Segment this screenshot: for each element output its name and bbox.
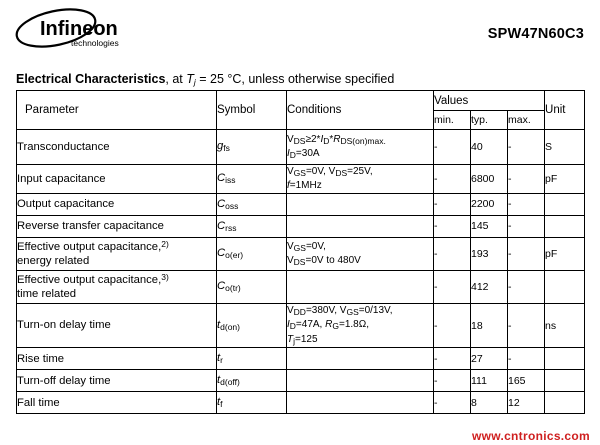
symbol-subscript: oss [225, 200, 239, 211]
col-header-min: min. [434, 111, 471, 130]
cell-conditions [287, 303, 434, 347]
cell-conditions [287, 348, 434, 370]
cell-conditions [287, 370, 434, 392]
cell-value-typ: 412 [471, 270, 508, 303]
symbol-subscript: iss [225, 175, 236, 186]
condition-fragment: ≥2* [305, 133, 321, 145]
cell-value-typ: 6800 [471, 165, 508, 194]
cell-symbol [217, 303, 287, 347]
cell-conditions [287, 270, 434, 303]
condition-fragment: * [329, 133, 334, 145]
condition-line [287, 133, 433, 147]
cell-symbol [217, 237, 287, 270]
parameter-label: Reverse transfer capacitance [17, 220, 164, 233]
cell-parameter [17, 165, 217, 194]
symbol-main: C [217, 197, 226, 210]
col-header-conditions: Conditions [287, 91, 434, 130]
condition-fragment: DS(on)max. [340, 135, 386, 146]
cell-parameter [17, 303, 217, 347]
condition-fragment: V [287, 304, 294, 316]
symbol-subscript: fs [223, 143, 230, 154]
cell-symbol [217, 270, 287, 303]
cell-parameter [17, 392, 217, 414]
section-title-rest2: = 25 °C, unless otherwise specified [195, 72, 395, 86]
table-row [17, 193, 585, 215]
cell-value-max: - [508, 193, 545, 215]
cell-value-typ: 18 [471, 303, 508, 347]
cell-value-typ: 27 [471, 348, 508, 370]
condition-fragment: D [323, 135, 330, 146]
parameter-label: Effective output capacitance, [17, 273, 162, 286]
cell-value-max: - [508, 237, 545, 270]
cell-symbol [217, 370, 287, 392]
cell-value-max: - [508, 130, 545, 165]
condition-fragment: GS [293, 168, 306, 178]
condition-fragment: GS [346, 306, 359, 317]
condition-fragment: V [287, 133, 294, 145]
cell-symbol [217, 392, 287, 414]
section-title [16, 72, 584, 87]
section-title-tj: T [186, 72, 194, 86]
condition-fragment: V [287, 240, 294, 252]
cell-value-typ: 111 [471, 370, 508, 392]
section-title-rest1: , at [165, 72, 187, 86]
cell-unit [545, 270, 585, 303]
symbol-main: t [217, 319, 221, 332]
cell-value-typ: 145 [471, 215, 508, 237]
cell-value-max: - [508, 165, 545, 194]
condition-fragment: R [325, 319, 333, 331]
condition-fragment: R [333, 133, 341, 145]
symbol-main: t [217, 352, 221, 365]
cell-value-max: - [508, 303, 545, 347]
cell-parameter [17, 193, 217, 215]
cell-value-typ: 40 [471, 130, 508, 165]
infineon-logo [14, 8, 174, 54]
condition-fragment: =25V, [347, 166, 373, 177]
condition-fragment: I [287, 319, 290, 331]
cell-value-max: - [508, 215, 545, 237]
table-row [17, 165, 585, 194]
symbol-subscript: o(er) [225, 250, 244, 261]
condition-fragment: =1.8Ω, [338, 319, 369, 331]
condition-fragment: DS [335, 168, 348, 178]
col-header-values: Values [434, 91, 545, 111]
cell-parameter [17, 370, 217, 392]
footnote-ref: 3) [161, 271, 169, 282]
cell-unit [545, 370, 585, 392]
parameter-label: Effective output capacitance, [17, 240, 162, 253]
condition-fragment: D [289, 321, 296, 332]
condition-fragment: V [328, 166, 336, 177]
condition-fragment: =1MHz [289, 180, 322, 192]
cell-unit: ns [545, 303, 585, 347]
table-row [17, 392, 585, 414]
cell-conditions [287, 392, 434, 414]
cell-parameter [17, 348, 217, 370]
cell-unit: S [545, 130, 585, 165]
col-header-unit: Unit [545, 91, 585, 130]
svg-text:technologies: technologies [71, 38, 119, 48]
condition-line [287, 304, 433, 318]
cell-value-max: - [508, 348, 545, 370]
cell-unit [545, 348, 585, 370]
cell-value-max: 165 [508, 370, 545, 392]
cell-value-min: - [434, 348, 471, 370]
col-header-max: max. [508, 111, 545, 130]
condition-line [287, 147, 433, 161]
symbol-main: C [217, 247, 226, 260]
parameter-label: Turn-on delay time [17, 319, 111, 332]
cell-unit: pF [545, 237, 585, 270]
table-row [17, 348, 585, 370]
cell-value-min: - [434, 237, 471, 270]
cell-symbol [217, 165, 287, 194]
condition-fragment: =0V, [305, 240, 326, 252]
section-title-bold: Electrical Characteristics [16, 72, 166, 86]
watermark: www.cntronics.com [471, 429, 590, 443]
parameter-label: Rise time [17, 352, 65, 365]
table-row [17, 270, 585, 303]
symbol-main: g [217, 140, 224, 153]
cell-unit [545, 193, 585, 215]
cell-parameter [17, 237, 217, 270]
cell-symbol [217, 130, 287, 165]
cell-conditions [287, 165, 434, 194]
cell-conditions [287, 237, 434, 270]
condition-fragment: G [332, 321, 339, 332]
table-row [17, 303, 585, 347]
parameter-label: Turn-off delay time [17, 374, 111, 387]
col-header-symbol: Symbol [217, 91, 287, 130]
symbol-main: t [217, 374, 221, 387]
condition-fragment: D [289, 150, 296, 160]
symbol-subscript: r [220, 355, 223, 366]
symbol-main: t [217, 396, 221, 409]
col-header-parameter: Parameter [17, 91, 217, 130]
condition-line [287, 333, 433, 347]
condition-line [287, 165, 433, 179]
table-row [17, 215, 585, 237]
cell-unit [545, 215, 585, 237]
cell-value-min: - [434, 193, 471, 215]
page-header [0, 0, 600, 62]
symbol-subscript: rss [225, 222, 237, 233]
cell-value-min: - [434, 215, 471, 237]
symbol-subscript: d(off) [220, 377, 240, 388]
condition-fragment: DD [293, 306, 306, 317]
condition-fragment: =0V, [305, 166, 329, 177]
cell-value-typ: 193 [471, 237, 508, 270]
condition-fragment: =125 [295, 333, 318, 345]
cell-unit: pF [545, 165, 585, 194]
electrical-characteristics-table [16, 90, 585, 414]
table-header-row-1 [17, 91, 585, 111]
table-row [17, 130, 585, 165]
condition-fragment: T [287, 333, 294, 345]
condition-fragment: =47A, [295, 319, 326, 331]
cell-value-typ: 2200 [471, 193, 508, 215]
cell-parameter [17, 215, 217, 237]
cell-conditions [287, 215, 434, 237]
section-title-tj-sub: j [193, 77, 196, 87]
parameter-label-line2: energy related [17, 255, 90, 268]
condition-fragment: =0V to 480V [305, 254, 361, 266]
cell-conditions [287, 130, 434, 165]
parameter-label-line2: time related [17, 288, 77, 301]
cell-unit [545, 392, 585, 414]
footnote-ref: 2) [161, 238, 169, 249]
parameter-label: Input capacitance [17, 172, 106, 185]
condition-fragment: f [287, 180, 290, 192]
condition-fragment: I [320, 133, 324, 145]
symbol-main: C [217, 219, 226, 232]
condition-fragment: j [293, 335, 295, 346]
condition-line [287, 254, 433, 268]
table-row [17, 370, 585, 392]
svg-text:Infineon: Infineon [40, 18, 118, 40]
condition-fragment: V [287, 166, 294, 177]
cell-value-typ: 8 [471, 392, 508, 414]
condition-fragment: GS [293, 242, 306, 253]
condition-line [287, 179, 433, 193]
cell-conditions [287, 193, 434, 215]
table-row [17, 237, 585, 270]
condition-fragment: DS [293, 135, 306, 146]
cell-value-min: - [434, 270, 471, 303]
infineon-logo-icon [14, 8, 174, 54]
symbol-main: C [217, 280, 226, 293]
condition-fragment: V [287, 254, 294, 266]
condition-fragment: =380V, [305, 304, 340, 316]
parameter-label: Output capacitance [17, 198, 115, 211]
cell-value-min: - [434, 130, 471, 165]
cell-symbol [217, 215, 287, 237]
symbol-main: C [217, 172, 226, 185]
symbol-subscript: o(tr) [225, 283, 241, 294]
condition-fragment: I [287, 148, 290, 159]
condition-line [287, 240, 433, 254]
cell-value-max: - [508, 270, 545, 303]
condition-line [287, 318, 433, 332]
cell-symbol [217, 193, 287, 215]
symbol-subscript: d(on) [220, 322, 240, 333]
cell-value-min: - [434, 165, 471, 194]
cell-symbol [217, 348, 287, 370]
cell-parameter [17, 270, 217, 303]
condition-fragment: V [339, 304, 347, 316]
cell-parameter [17, 130, 217, 165]
symbol-subscript: f [220, 399, 223, 410]
col-header-typ: typ. [471, 111, 508, 130]
condition-fragment: DS [293, 256, 306, 267]
condition-fragment: =30A [295, 148, 320, 159]
condition-fragment: =0/13V, [358, 304, 393, 316]
cell-value-max: 12 [508, 392, 545, 414]
parameter-label: Transconductance [17, 140, 110, 153]
cell-value-min: - [434, 370, 471, 392]
part-number: SPW47N60C3 [487, 26, 584, 42]
cell-value-min: - [434, 303, 471, 347]
cell-value-min: - [434, 392, 471, 414]
parameter-label: Fall time [17, 396, 60, 409]
